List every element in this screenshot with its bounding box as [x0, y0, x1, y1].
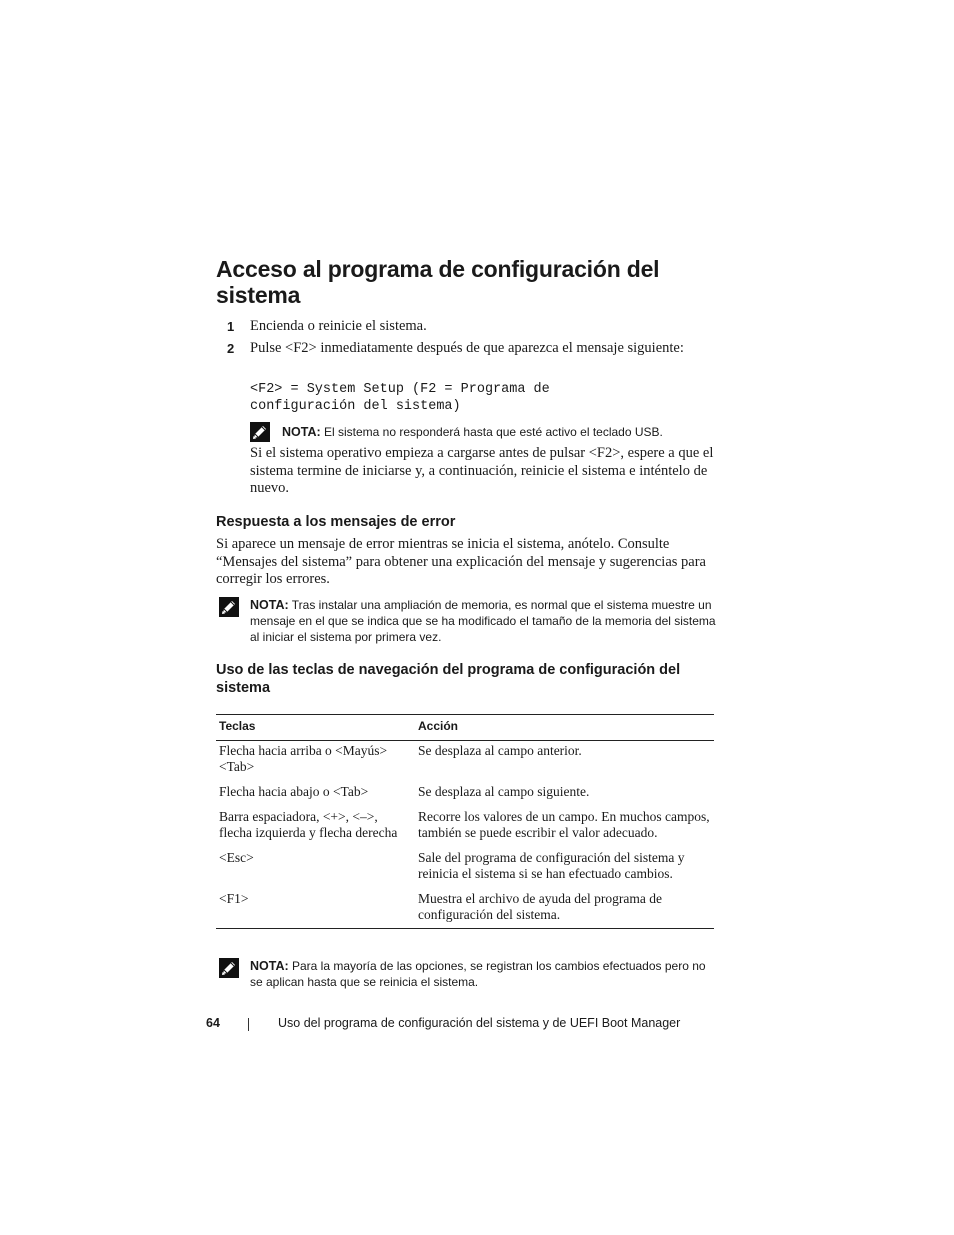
key-cell: Flecha hacia abajo o <Tab> [219, 784, 369, 799]
note-label: NOTA: [282, 425, 321, 439]
note-label: NOTA: [250, 598, 289, 612]
note-3 [219, 958, 719, 994]
action-cell: Recorre los valores de un campo. En muchos campos, también se puede escribir el valor adecuado. [418, 809, 710, 840]
table-row [216, 741, 714, 785]
subsection-title-error-messages: Respuesta a los mensajes de error [216, 514, 456, 530]
action-cell: Sale del programa de configuración del sistema y reinicia el sistema si se han efectuado cambios. [418, 850, 685, 881]
table-header-row [216, 715, 714, 741]
note-text: El sistema no responderá hasta que esté activo el teclado USB. [320, 425, 663, 439]
subsection-title-navigation-keys: Uso de las teclas de navegación del programa de configuración del sistema [216, 662, 681, 696]
step-number: 1 [227, 319, 235, 334]
code-line-1: <F2> = System Setup (F2 = Programa de [250, 382, 550, 397]
key-cell: Barra espaciadora, <+>, <–>, flecha izquierda y flecha derecha [219, 809, 398, 840]
note-2 [219, 597, 719, 649]
action-cell: Se desplaza al campo siguiente. [418, 784, 590, 799]
step-number: 2 [227, 341, 235, 356]
column-header-keys: Teclas [216, 715, 415, 741]
page-number: 64 [206, 1016, 220, 1030]
note-text: Para la mayoría de las opciones, se registran los cambios efectuados pero no se aplican hasta que se reinicia el sistema. [250, 959, 706, 989]
page-title: Acceso al programa de configuración del sistema [216, 256, 660, 308]
note-label: NOTA: [250, 959, 289, 973]
column-header-action: Acción [415, 715, 714, 741]
table-row [216, 809, 714, 850]
step-2-paragraph: Si el sistema operativo empieza a cargarse antes de pulsar <F2>, espere a que el sistema termine de iniciarse y, a continuación, reinicie el sistema e inténtelo de nuevo. [250, 445, 714, 496]
step-text: Encienda o reinicie el sistema. [250, 318, 427, 334]
key-cell: <Esc> [219, 850, 254, 865]
note-1 [250, 422, 720, 444]
footer-chapter-title: Uso del programa de configuración del sistema y de UEFI Boot Manager [278, 1016, 681, 1030]
note-pencil-icon [219, 958, 239, 978]
key-cell: Flecha hacia arriba o <Mayús><Tab> [219, 743, 388, 774]
action-cell: Muestra el archivo de ayuda del programa de configuración del sistema. [415, 891, 714, 929]
step-text: Pulse <F2> inmediatamente después de que aparezca el mensaje siguiente: [250, 340, 684, 356]
action-cell: Se desplaza al campo anterior. [418, 743, 582, 758]
note-text: Tras instalar una ampliación de memoria, es normal que el sistema muestre un mensaje en el que se indica que se ha modificado el tamaño de la memoria del sistema al iniciar el sistema por primera vez. [250, 598, 716, 644]
error-messages-paragraph: Si aparece un mensaje de error mientras se inicia el sistema, anótelo. Consulte “Mensajes del sistema” para obtener una explicación del mensaje y sugerencias para corregir los errores. [216, 536, 706, 587]
note-pencil-icon [250, 422, 270, 442]
table-row [216, 891, 714, 929]
code-line-2: configuración del sistema) [250, 399, 461, 414]
table-row [216, 850, 714, 891]
footer-divider [248, 1018, 249, 1031]
table-row [216, 784, 714, 809]
note-pencil-icon [219, 597, 239, 617]
navigation-keys-table [216, 714, 714, 929]
key-cell: <F1> [216, 891, 415, 929]
